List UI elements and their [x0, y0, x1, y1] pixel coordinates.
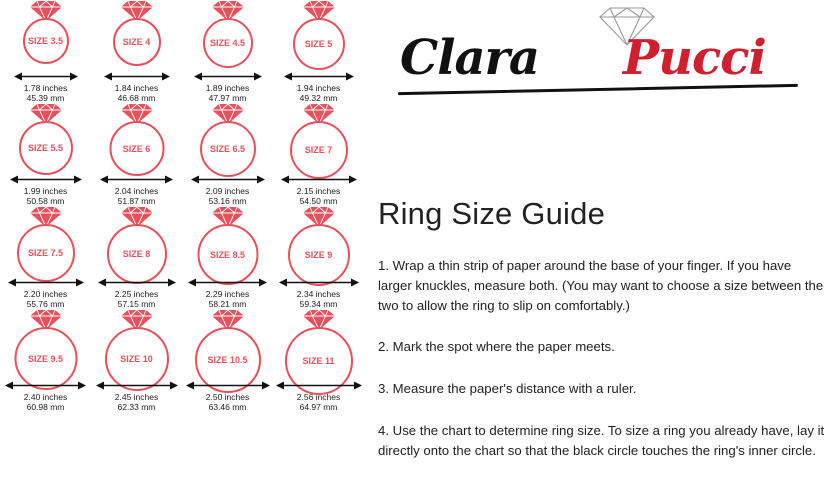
ring-size-cell[interactable]: [273, 206, 364, 309]
ring-band: [200, 121, 256, 177]
guide-step-1-number: 1.: [378, 258, 389, 273]
ring-band: [23, 18, 69, 64]
ring-measurement: [24, 289, 67, 309]
ring-measurement-mm: 57.15 mm: [117, 299, 156, 309]
ring-measurement-mm: 49.32 mm: [299, 93, 338, 103]
ring-measurement-mm: 54.50 mm: [299, 196, 338, 206]
ring-measurement-mm: 62.33 mm: [117, 402, 156, 412]
guide-step-3: [378, 379, 826, 399]
ring-illustration: [277, 0, 361, 70]
ring-band: [19, 121, 73, 175]
ring-measurement: [115, 186, 158, 206]
ring-size-cell[interactable]: [0, 309, 91, 412]
ring-measurement-mm: 51.87 mm: [117, 196, 156, 206]
ring-illustration: [4, 103, 88, 173]
diameter-arrow: [104, 70, 170, 82]
ring-measurement-mm: 64.97 mm: [299, 402, 338, 412]
ring-illustration: [4, 0, 88, 70]
ring-measurement: [297, 83, 340, 103]
ring-size-cell[interactable]: [91, 0, 182, 103]
ring-chart-row: [0, 0, 366, 103]
ring-size-chart: [0, 0, 366, 501]
ring-illustration: [277, 103, 361, 173]
ring-measurement-inches: 2.34 inches: [296, 289, 341, 299]
ring-size-cell[interactable]: [0, 103, 91, 206]
ring-measurement-inches: 2.20 inches: [23, 289, 68, 299]
ring-size-label: SIZE 3.5: [27, 36, 64, 46]
page-title: Ring Size Guide: [378, 196, 606, 231]
ring-measurement-inches: 2.25 inches: [114, 289, 159, 299]
ring-measurement-mm: 60.98 mm: [26, 402, 65, 412]
ring-measurement-inches: 2.40 inches: [23, 392, 68, 402]
guide-step-4: [378, 421, 826, 461]
ring-size-cell[interactable]: [273, 103, 364, 206]
ring-measurement-mm: 47.97 mm: [208, 93, 247, 103]
ring-measurement-inches: 1.89 inches: [205, 83, 250, 93]
diameter-arrow: [186, 379, 270, 391]
ring-measurement: [297, 289, 340, 309]
ring-band: [293, 18, 345, 70]
ring-illustration: [95, 0, 179, 70]
diameter-arrow: [281, 173, 357, 185]
ring-illustration: [186, 309, 270, 379]
ring-band: [109, 121, 164, 176]
ring-size-cell[interactable]: [182, 103, 273, 206]
ring-measurement: [24, 83, 67, 103]
ring-measurement-inches: 1.78 inches: [23, 83, 68, 93]
ring-size-label: SIZE 5: [304, 39, 333, 49]
brand-name-first: Clara: [400, 30, 539, 86]
ring-band: [113, 18, 161, 66]
ring-size-label: SIZE 11: [302, 356, 335, 366]
guide-step-2-text: Mark the spot where the paper meets.: [392, 339, 615, 354]
diameter-arrow: [276, 379, 362, 391]
ring-measurement-inches: 1.99 inches: [23, 186, 68, 196]
ring-size-label: SIZE 6: [122, 143, 151, 154]
guide-step-2: [378, 337, 826, 357]
ring-chart-row: [0, 206, 366, 309]
ring-measurement-mm: 45.39 mm: [26, 93, 65, 103]
ring-measurement-inches: 2.15 inches: [296, 186, 341, 196]
ring-measurement: [24, 392, 67, 412]
ring-band: [203, 18, 253, 68]
guide-step-4-number: 4.: [378, 423, 389, 438]
ring-measurement-mm: 50.58 mm: [26, 196, 65, 206]
ring-size-label: SIZE 8: [122, 249, 151, 259]
ring-illustration: [4, 206, 88, 276]
guide-step-3-text: Measure the paper's distance with a ruler.: [392, 381, 637, 396]
ring-size-cell[interactable]: [182, 0, 273, 103]
ring-illustration: [95, 206, 179, 276]
diameter-arrow: [96, 379, 178, 391]
ring-illustration: [186, 103, 270, 173]
ring-illustration: [277, 206, 361, 276]
ring-measurement: [115, 289, 158, 309]
ring-measurement-inches: 2.04 inches: [114, 186, 159, 196]
diameter-arrow: [98, 276, 176, 288]
ring-size-cell[interactable]: [91, 309, 182, 412]
diameter-arrow: [8, 276, 84, 288]
ring-measurement-inches: 2.50 inches: [205, 392, 250, 402]
ring-illustration: [95, 103, 179, 173]
ring-size-label: SIZE 6.5: [209, 144, 246, 154]
guide-panel: [366, 0, 839, 501]
ring-measurement-mm: 63.46 mm: [208, 402, 247, 412]
ring-measurement-mm: 55.76 mm: [26, 299, 65, 309]
ring-band: [17, 224, 75, 282]
ring-size-label: SIZE 4: [122, 37, 151, 47]
ring-size-label: SIZE 7: [304, 145, 333, 155]
ring-size-cell[interactable]: [273, 0, 364, 103]
ring-measurement: [206, 83, 249, 103]
diameter-arrow: [279, 276, 359, 288]
ring-measurement-inches: 2.45 inches: [114, 392, 159, 402]
brand-logo: [378, 4, 833, 99]
guide-step-3-number: 3.: [378, 381, 389, 396]
brand-name-second: Pucci: [623, 30, 766, 86]
ring-measurement: [206, 392, 249, 412]
guide-step-2-number: 2.: [378, 339, 389, 354]
ring-measurement: [24, 186, 67, 206]
ring-size-label: SIZE 9: [304, 250, 333, 260]
diameter-arrow: [188, 276, 267, 288]
ring-size-cell[interactable]: [0, 206, 91, 309]
ring-size-label: SIZE 9.5: [27, 353, 64, 364]
ring-measurement: [206, 186, 249, 206]
ring-band: [107, 224, 167, 284]
ring-measurement-inches: 2.09 inches: [205, 186, 250, 196]
ring-size-label: SIZE 7.5: [27, 248, 64, 258]
ring-size-label: SIZE 8.5: [209, 249, 246, 260]
ring-illustration: [186, 206, 270, 276]
diameter-arrow: [10, 173, 82, 185]
diameter-arrow: [100, 173, 173, 185]
ring-measurement-inches: 2.29 inches: [205, 289, 250, 299]
guide-step-1: [378, 256, 826, 316]
ring-illustration: [95, 309, 179, 379]
ring-size-label: SIZE 10.5: [207, 355, 248, 365]
ring-band: [290, 121, 348, 179]
ring-measurement: [297, 392, 340, 412]
ring-size-cell[interactable]: [0, 0, 91, 103]
ring-chart-row: [0, 309, 366, 412]
ring-measurement: [115, 392, 158, 412]
ring-measurement-inches: 1.84 inches: [114, 83, 159, 93]
ring-size-cell[interactable]: [182, 309, 273, 412]
ring-size-cell[interactable]: [91, 206, 182, 309]
ring-size-cell[interactable]: [273, 309, 364, 412]
ring-size-cell[interactable]: [91, 103, 182, 206]
ring-measurement: [297, 186, 340, 206]
ring-illustration: [4, 309, 88, 379]
ring-size-cell[interactable]: [182, 206, 273, 309]
ring-measurement-mm: 53.16 mm: [208, 196, 247, 206]
ring-measurement-inches: 1.94 inches: [296, 83, 341, 93]
ring-size-label: SIZE 5.5: [27, 143, 64, 153]
ring-measurement-mm: 46.68 mm: [117, 93, 156, 103]
guide-step-1-text: Wrap a thin strip of paper around the base of your finger. If you have larger knuckles, measure both. (You may want to choose a size between the two to allow the ring to slip on comfortably.): [378, 258, 824, 313]
diameter-arrow: [191, 173, 265, 185]
diameter-arrow: [284, 70, 354, 82]
ring-measurement: [115, 83, 158, 103]
guide-step-4-text: Use the chart to determine ring size. To size a ring you already have, lay it directly onto the chart so that the black circle touches the ring's inner circle.: [378, 423, 825, 458]
ring-size-label: SIZE 4.5: [209, 38, 246, 48]
ring-illustration: [186, 0, 270, 70]
ring-illustration: [277, 309, 361, 379]
ring-measurement-inches: 2.56 inches: [296, 392, 341, 402]
ring-chart-row: [0, 103, 366, 206]
diameter-arrow: [194, 70, 262, 82]
diameter-arrow: [5, 379, 86, 391]
ring-measurement-mm: 58.21 mm: [208, 299, 247, 309]
ring-size-label: SIZE 10: [120, 354, 153, 364]
diameter-arrow: [14, 70, 78, 82]
ring-measurement-mm: 59.34 mm: [299, 299, 338, 309]
ring-measurement: [206, 289, 249, 309]
